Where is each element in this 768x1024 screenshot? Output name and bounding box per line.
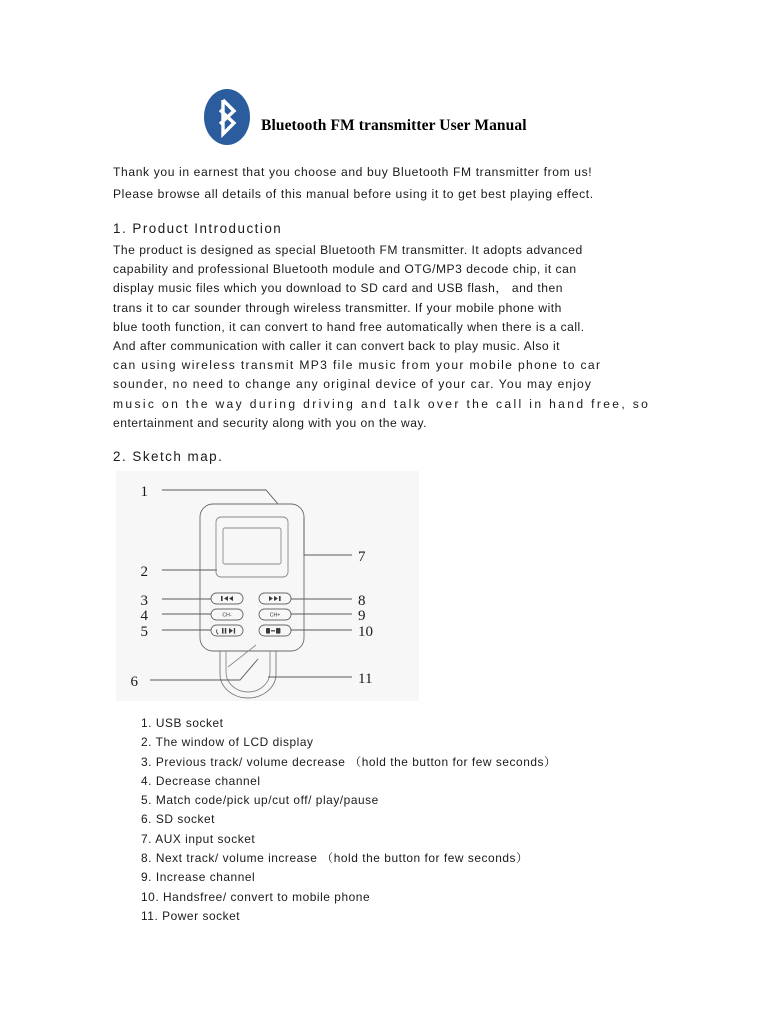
callout-numbers xyxy=(131,484,374,690)
lcd-bezel xyxy=(216,517,288,577)
body-line-1: The product is designed as special Bluetooth FM transmitter. It adopts advanced xyxy=(113,243,583,257)
handsfree-icon xyxy=(266,628,280,634)
button-label-ch-plus: CH+ xyxy=(269,612,281,619)
list-item: 9. Increase channel xyxy=(141,870,256,885)
bluetooth-logo-icon xyxy=(203,88,251,146)
callout-number-5: 5 xyxy=(140,624,148,640)
button-glyphs xyxy=(221,596,281,601)
sd-slot-line xyxy=(228,645,256,667)
list-item: 10. Handsfree/ convert to mobile phone xyxy=(141,889,371,904)
section-heading-product-introduction: 1. Product Introduction xyxy=(113,221,283,236)
callout-number-1: 1 xyxy=(140,484,148,500)
intro-line-2: Please browse all details of this manual before using it to get best playing effect. xyxy=(113,187,594,202)
intro-paragraph xyxy=(113,161,659,206)
body-line-2: capability and professional Bluetooth module and OTG/MP3 decode chip, it can xyxy=(113,262,577,277)
callout-number-8: 8 xyxy=(358,593,366,609)
callout-number-6: 6 xyxy=(130,674,138,690)
list-item: 7. AUX input socket xyxy=(141,831,256,846)
callout-number-9: 9 xyxy=(358,608,366,624)
sketch-map-diagram xyxy=(116,471,419,701)
body-line-9: music on the way during driving and talk over the call in hand free, so xyxy=(113,396,651,411)
sketch-map-legend xyxy=(141,714,681,926)
lcd-window xyxy=(223,528,281,564)
body-line-8: sounder, no need to change any original device of your car. You may enjoy xyxy=(113,377,592,392)
callout-number-3: 3 xyxy=(140,593,148,609)
product-introduction-body xyxy=(113,241,661,433)
body-line-5: blue tooth function, it can convert to hand free automatically when there is a call. xyxy=(113,319,585,334)
list-item: 2. The window of LCD display xyxy=(141,735,314,750)
callout-number-10: 10 xyxy=(358,624,373,640)
button-match-play-pause xyxy=(211,625,243,636)
callout-line-1 xyxy=(162,490,278,504)
list-item: 11. Power socket xyxy=(141,908,241,923)
callout-number-2: 2 xyxy=(140,564,148,580)
body-line-4: trans it to car sounder through wireless transmitter. If your mobile phone with xyxy=(113,300,562,315)
callout-number-4: 4 xyxy=(140,608,148,624)
list-item: 6. SD socket xyxy=(141,812,216,827)
page-title: Bluetooth FM transmitter User Manual xyxy=(261,117,527,134)
callout-line-6 xyxy=(150,659,258,680)
list-item: 1. USB socket xyxy=(141,716,224,730)
list-item: 8. Next track/ volume increase （hold the button for few seconds） xyxy=(141,851,529,866)
body-line-3: display music files which you download to SD card and USB flash， and then xyxy=(113,281,563,296)
body-line-6: And after communication with caller it can convert back to play music. Also it xyxy=(113,339,561,354)
match-code-play-pause-icon xyxy=(217,628,236,634)
power-plug-outer xyxy=(220,651,276,698)
body-line-7: can using wireless transmit MP3 file music from your mobile phone to car xyxy=(113,358,602,373)
prev-track-icon xyxy=(221,596,233,601)
callout-number-11: 11 xyxy=(358,671,373,687)
callout-number-7: 7 xyxy=(358,549,366,565)
next-track-icon xyxy=(269,596,281,601)
list-item: 5. Match code/pick up/cut off/ play/pause xyxy=(141,793,379,808)
button-label-ch-minus: CH- xyxy=(222,612,232,619)
body-line-10: entertainment and security along with you on the way. xyxy=(113,415,428,430)
list-item: 3. Previous track/ volume decrease （hold the button for few seconds） xyxy=(141,754,557,769)
power-plug-inner xyxy=(226,651,270,692)
intro-line-1: Thank you in earnest that you choose and buy Bluetooth FM transmitter from us! xyxy=(113,165,593,179)
list-item: 4. Decrease channel xyxy=(141,773,261,788)
document-header xyxy=(113,88,658,150)
section-heading-sketch-map: 2. Sketch map. xyxy=(113,449,224,464)
